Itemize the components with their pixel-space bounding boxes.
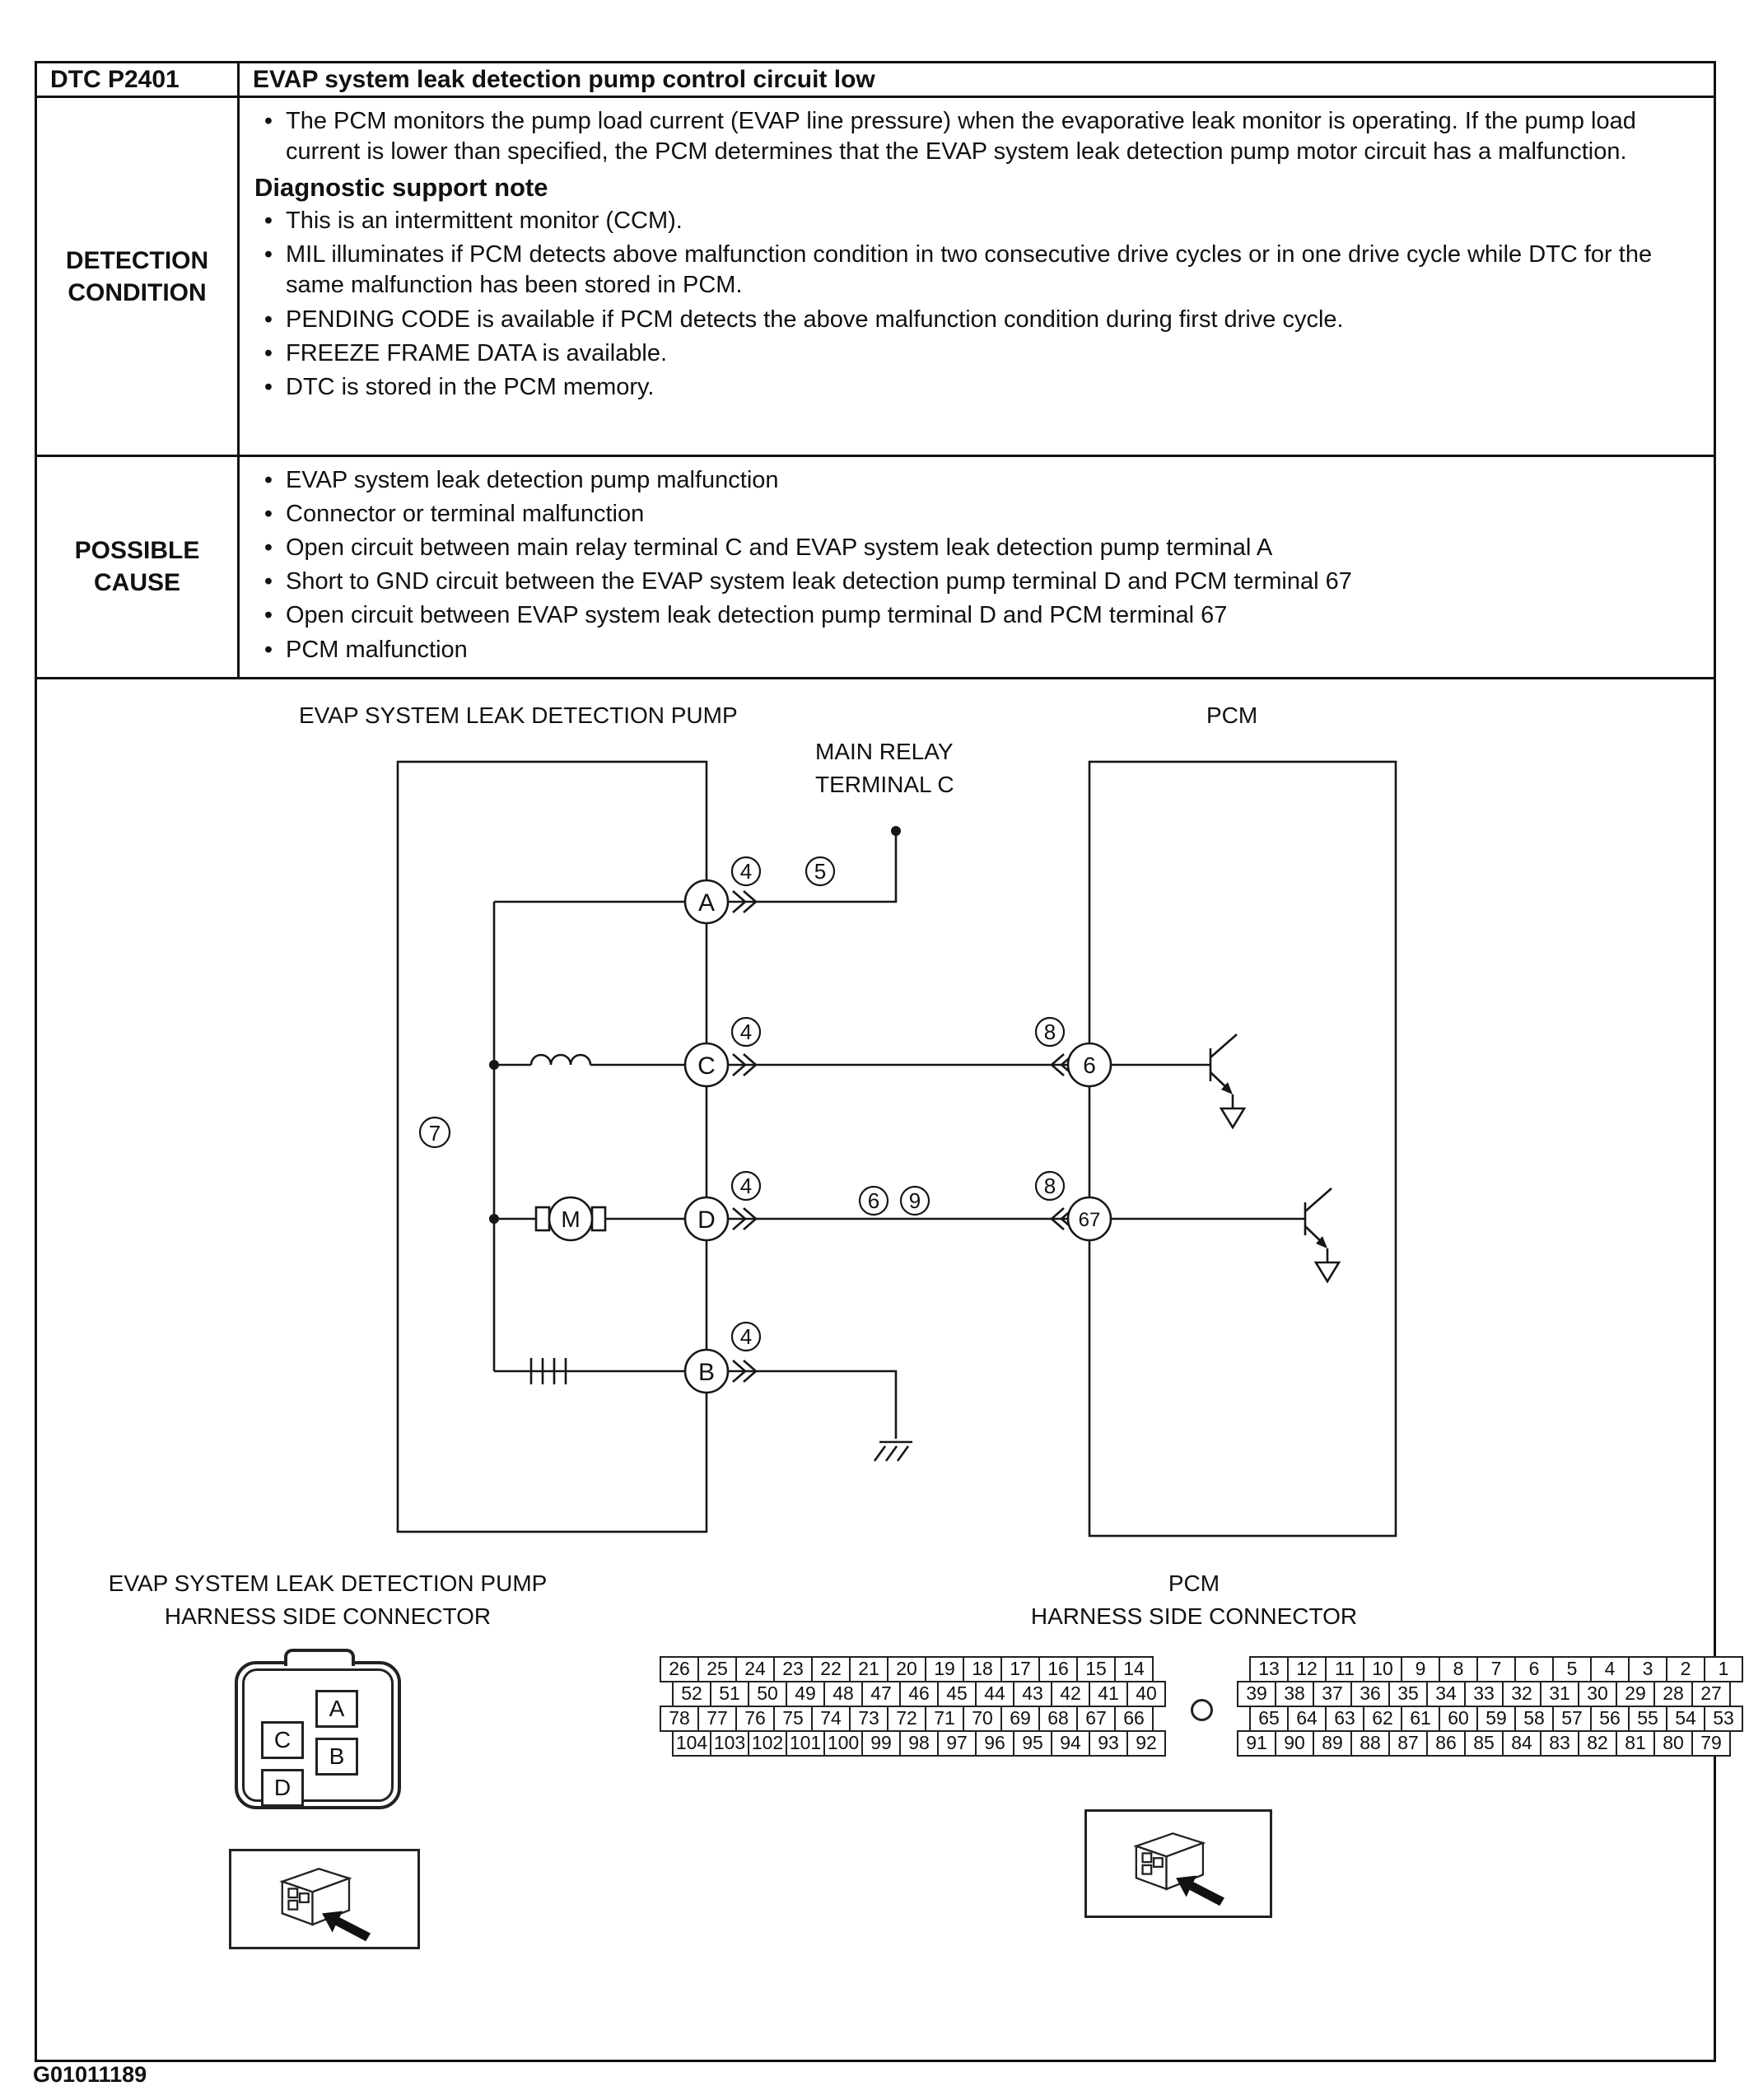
list-item <box>251 106 1681 167</box>
pcm-pin-82: 82 <box>1578 1730 1617 1757</box>
pcm-pin-103: 103 <box>710 1730 749 1757</box>
pump-box-label: EVAP SYSTEM LEAK DETECTION PUMP <box>299 702 738 728</box>
pcm-pin-69: 69 <box>1000 1706 1040 1732</box>
pcm-pin-47: 47 <box>861 1681 901 1707</box>
list-item <box>251 305 1681 335</box>
list-item <box>251 338 1681 369</box>
pcm-pin-65: 65 <box>1249 1706 1289 1732</box>
pcm-pin-8: 8 <box>1439 1656 1478 1682</box>
list-item <box>251 499 1681 530</box>
connector-3d-icon <box>231 1851 417 1947</box>
pcm-pin-22: 22 <box>811 1656 851 1682</box>
driver-transistor-67 <box>1305 1188 1332 1244</box>
pcm-connector-title-line: HARNESS SIDE CONNECTOR <box>1030 1603 1358 1630</box>
list-item <box>251 635 1681 665</box>
pcm-pin-56: 56 <box>1590 1706 1630 1732</box>
schematic-text <box>429 859 1101 1386</box>
pcm-pin-26: 26 <box>660 1656 699 1682</box>
pcm-pin-46: 46 <box>899 1681 939 1707</box>
main-relay-label-line: MAIN RELAY <box>815 738 954 764</box>
pcm-pin-58: 58 <box>1514 1706 1554 1732</box>
callout-5: 5 <box>814 858 827 884</box>
pump-pin-B: B <box>315 1738 358 1776</box>
dtc-title-row <box>37 63 1714 98</box>
pcm-pin-27: 27 <box>1691 1681 1731 1707</box>
pcm-pin-86: 86 <box>1426 1730 1466 1757</box>
pcm-pin-89: 89 <box>1313 1730 1352 1757</box>
pcm-pin-83: 83 <box>1540 1730 1579 1757</box>
pcm-pin-95: 95 <box>1013 1730 1052 1757</box>
pcm-pin-92: 92 <box>1126 1730 1166 1757</box>
motor-terminal-block <box>592 1207 605 1230</box>
pcm-pin-28: 28 <box>1653 1681 1693 1707</box>
pcm-pin-13: 13 <box>1249 1656 1289 1682</box>
list-item <box>251 465 1681 496</box>
pcm-pin-18: 18 <box>963 1656 1002 1682</box>
pin-row <box>1237 1730 1731 1757</box>
list-item <box>251 600 1681 631</box>
pcm-pin-55: 55 <box>1628 1706 1667 1732</box>
pcm-pin-42: 42 <box>1051 1681 1090 1707</box>
pcm-pin-23: 23 <box>773 1656 813 1682</box>
ground-triangle-67 <box>1316 1262 1339 1281</box>
pcm-pin-block-right <box>1237 1656 1743 1757</box>
mount-hole-icon <box>1191 1699 1213 1721</box>
list-item <box>251 533 1681 563</box>
pcm-pin-90: 90 <box>1275 1730 1314 1757</box>
pcm-pin-29: 29 <box>1616 1681 1655 1707</box>
pin-row <box>660 1656 1166 1682</box>
pcm-pin-36: 36 <box>1350 1681 1390 1707</box>
pcm-pin-32: 32 <box>1502 1681 1541 1707</box>
pcm-pin-49: 49 <box>786 1681 825 1707</box>
pcm-pin-12: 12 <box>1287 1656 1327 1682</box>
pcm-pin-76: 76 <box>735 1706 775 1732</box>
pcm-pin-78: 78 <box>660 1706 699 1732</box>
pcm-pin-91: 91 <box>1237 1730 1276 1757</box>
pcm-pin-9: 9 <box>1401 1656 1440 1682</box>
list-item-text: • FREEZE FRAME DATA is available. <box>286 339 668 366</box>
pcm-pin-68: 68 <box>1038 1706 1078 1732</box>
pcm-pin-50: 50 <box>748 1681 787 1707</box>
pcm-box-label: PCM <box>1206 702 1258 728</box>
pump-connector-title-line: HARNESS SIDE CONNECTOR <box>164 1603 492 1630</box>
terminal-B-label: B <box>697 1358 716 1386</box>
connector-3d-icon <box>1087 1812 1270 1916</box>
list-item-text: • Short to GND circuit between the EVAP system leak detection pump terminal D and PCM terminal 67 <box>286 568 1352 595</box>
pump-harness-connector <box>235 1661 401 1809</box>
driver-transistor-6 <box>1210 1034 1237 1090</box>
pointer-arrow-icon <box>322 1911 371 1941</box>
list-item-text: • PCM malfunction <box>286 636 468 663</box>
figure-id: G01011189 <box>33 2062 147 2087</box>
dtc-sheet <box>35 61 1734 2062</box>
pcm-pin-81: 81 <box>1616 1730 1655 1757</box>
pcm-pin-24: 24 <box>735 1656 775 1682</box>
callout-4: 4 <box>739 1173 753 1198</box>
pcm-connector-title <box>943 1567 1445 1634</box>
detection-condition-content <box>240 98 1714 455</box>
possible-cause-content <box>240 457 1714 677</box>
list-item-text: • PENDING CODE is available if PCM detects the above malfunction condition during first drive cycle. <box>286 306 1344 333</box>
pcm-pin-99: 99 <box>861 1730 901 1757</box>
label-line: POSSIBLE <box>74 537 200 565</box>
pin-row <box>1249 1706 1743 1732</box>
dtc-code: DTC P2401 <box>37 63 240 96</box>
pcm-box <box>1089 762 1396 1536</box>
pcm-pin-102: 102 <box>748 1730 787 1757</box>
list-item-text: • The PCM monitors the pump load current (EVAP line pressure) when the evaporative leak monitor is operating. If the pump load current is lower than specified, the PCM determines that the EVAP system leak detection pump motor circuit has a malfunction. <box>286 108 1636 166</box>
main-relay-label-line: TERMINAL C <box>815 772 954 798</box>
callout-4: 4 <box>739 1019 753 1044</box>
motor-label: M <box>561 1206 581 1232</box>
list-item <box>251 372 1681 403</box>
pcm-pin-4: 4 <box>1590 1656 1630 1682</box>
pcm-pin-59: 59 <box>1476 1706 1516 1732</box>
pcm-pin-33: 33 <box>1464 1681 1504 1707</box>
pcm-pin-71: 71 <box>925 1706 964 1732</box>
pcm-pin-104: 104 <box>672 1730 711 1757</box>
ground-triangle-6 <box>1221 1108 1244 1127</box>
pcm-pin-37: 37 <box>1313 1681 1352 1707</box>
pcm-pin-41: 41 <box>1089 1681 1128 1707</box>
connector-lock-tab <box>284 1649 355 1666</box>
pump-pin-D: D <box>261 1769 304 1807</box>
pcm-pin-43: 43 <box>1013 1681 1052 1707</box>
motor-terminal-block <box>536 1207 549 1230</box>
main-relay-label <box>815 735 954 802</box>
pcm-pin-48: 48 <box>823 1681 863 1707</box>
detection-condition-label <box>37 98 240 455</box>
possible-cause-label <box>37 457 240 677</box>
callout-4: 4 <box>739 1323 753 1349</box>
dtc-title: EVAP system leak detection pump control circuit low <box>253 65 875 93</box>
pcm-pin-2: 2 <box>1666 1656 1705 1682</box>
list-item-text: • DTC is stored in the PCM memory. <box>286 373 655 400</box>
pcm-connector-view-box <box>1084 1809 1272 1918</box>
pcm-pin-14: 14 <box>1114 1656 1154 1682</box>
pcm-pin-44: 44 <box>975 1681 1014 1707</box>
pcm-pin-93: 93 <box>1089 1730 1128 1757</box>
pcm-pin-101: 101 <box>786 1730 825 1757</box>
pcm-pin-35: 35 <box>1388 1681 1428 1707</box>
pcm-pin-77: 77 <box>697 1706 737 1732</box>
list-item-text: • Connector or terminal malfunction <box>286 501 645 528</box>
pcm-pin-100: 100 <box>823 1730 863 1757</box>
main-relay-node-dot <box>891 826 901 836</box>
pcm-pin-10: 10 <box>1363 1656 1402 1682</box>
terminal-C-label: C <box>697 1052 716 1080</box>
list-item-text: • Open circuit between main relay terminal C and EVAP system leak detection pump terminal A <box>286 534 1273 562</box>
pcm-pin-25: 25 <box>697 1656 737 1682</box>
pump-connector-title <box>60 1567 595 1634</box>
pcm-pin-21: 21 <box>849 1656 888 1682</box>
ground-symbol <box>874 1442 912 1461</box>
ground-triangles <box>1221 1108 1339 1281</box>
pcm-pin-6: 6 <box>1514 1656 1554 1682</box>
junction-dot <box>489 1214 499 1224</box>
pin-row <box>1237 1681 1731 1707</box>
pcm-pin-62: 62 <box>1363 1706 1402 1732</box>
pump-connector-title-line: EVAP SYSTEM LEAK DETECTION PUMP <box>108 1570 548 1596</box>
pcm-pin-3: 3 <box>1628 1656 1667 1682</box>
list-item <box>251 567 1681 597</box>
pcm-pin-80: 80 <box>1653 1730 1693 1757</box>
pcm-pin-97: 97 <box>937 1730 977 1757</box>
detection-condition-row <box>37 98 1714 457</box>
pcm-pin-31: 31 <box>1540 1681 1579 1707</box>
pcm-pin-67: 67 <box>1076 1706 1116 1732</box>
pcm-pin-45: 45 <box>937 1681 977 1707</box>
pcm-pin-1: 1 <box>1704 1656 1743 1682</box>
pcm-pin-87: 87 <box>1388 1730 1428 1757</box>
pcm-pin-66: 66 <box>1114 1706 1154 1732</box>
list-item-text: • MIL illuminates if PCM detects above malfunction condition in two consecutive drive cycles or in one drive cycle while DTC for the same malfunction has been stored in PCM. <box>286 241 1653 299</box>
pcm-pin-38: 38 <box>1275 1681 1314 1707</box>
list-item <box>251 206 1681 236</box>
pin-row <box>660 1706 1166 1732</box>
pump-pin-C: C <box>261 1721 304 1759</box>
label-line: CONDITION <box>68 278 207 306</box>
callout-9: 9 <box>908 1188 921 1213</box>
pcm-pin-15: 15 <box>1076 1656 1116 1682</box>
pcm-terminal-67-label: 67 <box>1078 1208 1101 1231</box>
list-item-text: • Open circuit between EVAP system leak detection pump terminal D and PCM terminal 67 <box>286 602 1228 629</box>
coil-symbol <box>531 1055 590 1065</box>
pcm-pin-40: 40 <box>1126 1681 1166 1707</box>
pcm-pin-63: 63 <box>1325 1706 1364 1732</box>
pcm-pin-52: 52 <box>672 1681 711 1707</box>
pcm-pin-94: 94 <box>1051 1730 1090 1757</box>
pcm-pin-61: 61 <box>1401 1706 1440 1732</box>
pcm-pin-79: 79 <box>1691 1730 1731 1757</box>
pcm-pin-39: 39 <box>1237 1681 1276 1707</box>
pump-connector-view-box <box>229 1849 420 1949</box>
pcm-harness-connector-grid <box>660 1656 1743 1757</box>
pcm-pin-20: 20 <box>887 1656 926 1682</box>
pcm-connector-title-line: PCM <box>1168 1570 1220 1596</box>
pcm-pin-53: 53 <box>1704 1706 1743 1732</box>
pcm-pin-34: 34 <box>1426 1681 1466 1707</box>
pcm-pin-16: 16 <box>1038 1656 1078 1682</box>
callout-7: 7 <box>428 1120 441 1146</box>
pin-row <box>1249 1656 1743 1682</box>
terminal-D-label: D <box>697 1206 716 1234</box>
pcm-pin-64: 64 <box>1287 1706 1327 1732</box>
pcm-pin-60: 60 <box>1439 1706 1478 1732</box>
pcm-pin-84: 84 <box>1502 1730 1541 1757</box>
pcm-pin-block-left <box>660 1656 1166 1757</box>
pcm-terminal-6-label: 6 <box>1083 1052 1096 1078</box>
callout-4: 4 <box>739 858 753 884</box>
pcm-pin-17: 17 <box>1000 1656 1040 1682</box>
label-line: DETECTION <box>65 246 209 274</box>
pcm-pin-96: 96 <box>975 1730 1014 1757</box>
possible-cause-row <box>37 457 1714 679</box>
terminal-A-label: A <box>697 889 716 917</box>
list-item-text: • This is an intermittent monitor (CCM). <box>286 208 683 235</box>
wiring-diagram-area <box>37 679 1734 2060</box>
pcm-pin-51: 51 <box>710 1681 749 1707</box>
pcm-pin-70: 70 <box>963 1706 1002 1732</box>
pointer-arrow-icon <box>1176 1875 1224 1906</box>
pcm-pin-74: 74 <box>811 1706 851 1732</box>
wiring-lines <box>398 762 1396 1536</box>
callout-circles <box>420 857 1064 1351</box>
pump-box <box>398 762 707 1532</box>
pcm-pin-7: 7 <box>1476 1656 1516 1682</box>
callout-6: 6 <box>867 1188 880 1213</box>
junction-dots <box>489 826 1327 1248</box>
callout-8: 8 <box>1043 1173 1056 1198</box>
wire-B-to-ground <box>728 1371 896 1439</box>
pcm-pin-30: 30 <box>1578 1681 1617 1707</box>
label-line: CAUSE <box>93 569 180 597</box>
pin-row <box>672 1730 1166 1757</box>
connector-gap <box>1166 1656 1237 1721</box>
diagnostic-support-note-heading: Diagnostic support note <box>254 173 548 203</box>
pcm-pin-54: 54 <box>1666 1706 1705 1732</box>
pcm-pin-72: 72 <box>887 1706 926 1732</box>
pcm-pin-5: 5 <box>1552 1656 1592 1682</box>
callout-8: 8 <box>1043 1019 1056 1044</box>
pcm-pin-98: 98 <box>899 1730 939 1757</box>
pcm-pin-57: 57 <box>1552 1706 1592 1732</box>
pcm-pin-85: 85 <box>1464 1730 1504 1757</box>
terminal-circles <box>549 880 1111 1393</box>
connector-body <box>242 1668 394 1802</box>
pump-pin-A: A <box>315 1690 358 1728</box>
pcm-pin-75: 75 <box>773 1706 813 1732</box>
pcm-pin-11: 11 <box>1325 1656 1364 1682</box>
pcm-pin-19: 19 <box>925 1656 964 1682</box>
list-item-text: • EVAP system leak detection pump malfunction <box>286 467 779 493</box>
junction-dot <box>489 1060 499 1070</box>
pin-row <box>672 1681 1166 1707</box>
pcm-pin-73: 73 <box>849 1706 888 1732</box>
list-item <box>251 240 1681 301</box>
pcm-pin-88: 88 <box>1350 1730 1390 1757</box>
